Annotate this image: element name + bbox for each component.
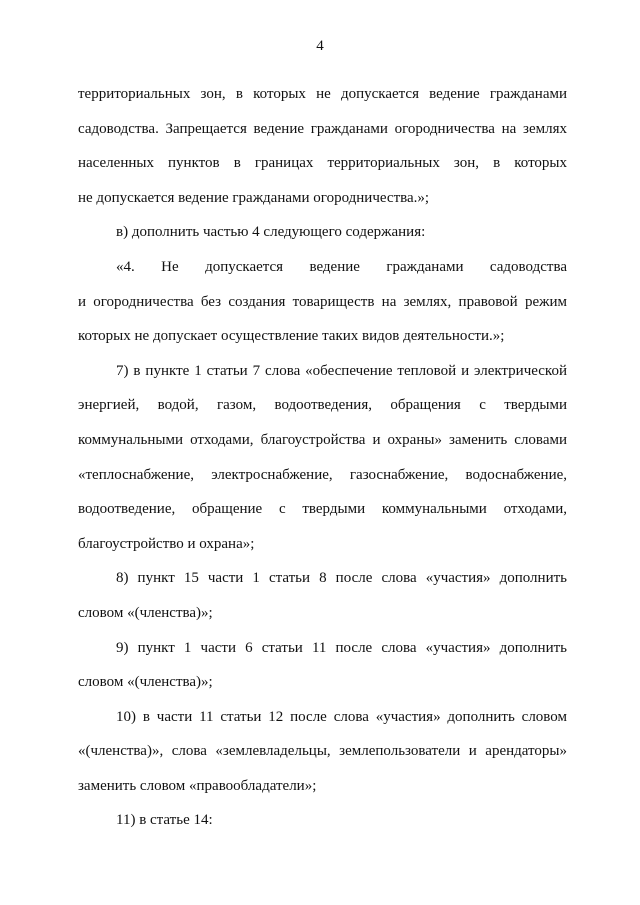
text-line: не допускается ведение гражданами огородничества.»;: [78, 189, 430, 206]
text-line: заменить словом «правообладатели»;: [78, 777, 317, 794]
text-line: 9) пункт 1 части 6 статьи 11 после слова «участия» дополнить: [116, 639, 567, 656]
text-line: 10) в части 11 статьи 12 после слова «участия» дополнить словом: [116, 708, 567, 725]
text-line: словом «(членства)»;: [78, 604, 213, 621]
paragraph: [78, 803, 567, 838]
text-line: словом «(членства)»;: [78, 674, 213, 691]
text-line: в) дополнить частью 4 следующего содержания:: [116, 224, 426, 241]
text-line: населенных пунктов в границах территориальных зон, в которых: [78, 155, 567, 172]
text-line: «4. Не допускается ведение гражданами садоводства: [116, 258, 567, 275]
paragraph: [78, 354, 567, 562]
text-line: «теплоснабжение, электроснабжение, газоснабжение, водоснабжение,: [78, 466, 567, 483]
text-line: водоотведение, обращение с твердыми коммунальными отходами,: [78, 501, 567, 518]
paragraph: [78, 631, 567, 700]
text-line: 7) в пункте 1 статьи 7 слова «обеспечение тепловой и электрической: [116, 362, 567, 379]
paragraph: [78, 215, 567, 250]
text-line: которых не допускает осуществление таких видов деятельности.»;: [78, 328, 505, 345]
paragraph: [78, 77, 567, 215]
text-line: территориальных зон, в которых не допускается ведение гражданами: [78, 86, 567, 102]
text-line: благоустройство и охрана»;: [78, 535, 255, 552]
text-line: коммунальными отходами, благоустройства и охраны» заменить словами: [78, 431, 567, 448]
text-line: садоводства. Запрещается ведение гражданами огородничества на землях: [78, 120, 567, 137]
text-line: 8) пункт 15 части 1 статьи 8 после слова «участия» дополнить: [116, 570, 567, 587]
text-line: 11) в статье 14:: [116, 812, 213, 829]
paragraph: [78, 561, 567, 630]
text-line: и огородничества без создания товариществ на землях, правовой режим: [78, 293, 567, 310]
paragraph: [78, 250, 567, 354]
text-line: «(членства)», слова «землевладельцы, землепользователи и арендаторы»: [78, 743, 567, 760]
document-body: [78, 77, 567, 838]
page-number: 4: [316, 38, 324, 54]
text-line: энергией, водой, газом, водоотведения, обращения с твердыми: [78, 397, 567, 414]
paragraph: [78, 700, 567, 804]
